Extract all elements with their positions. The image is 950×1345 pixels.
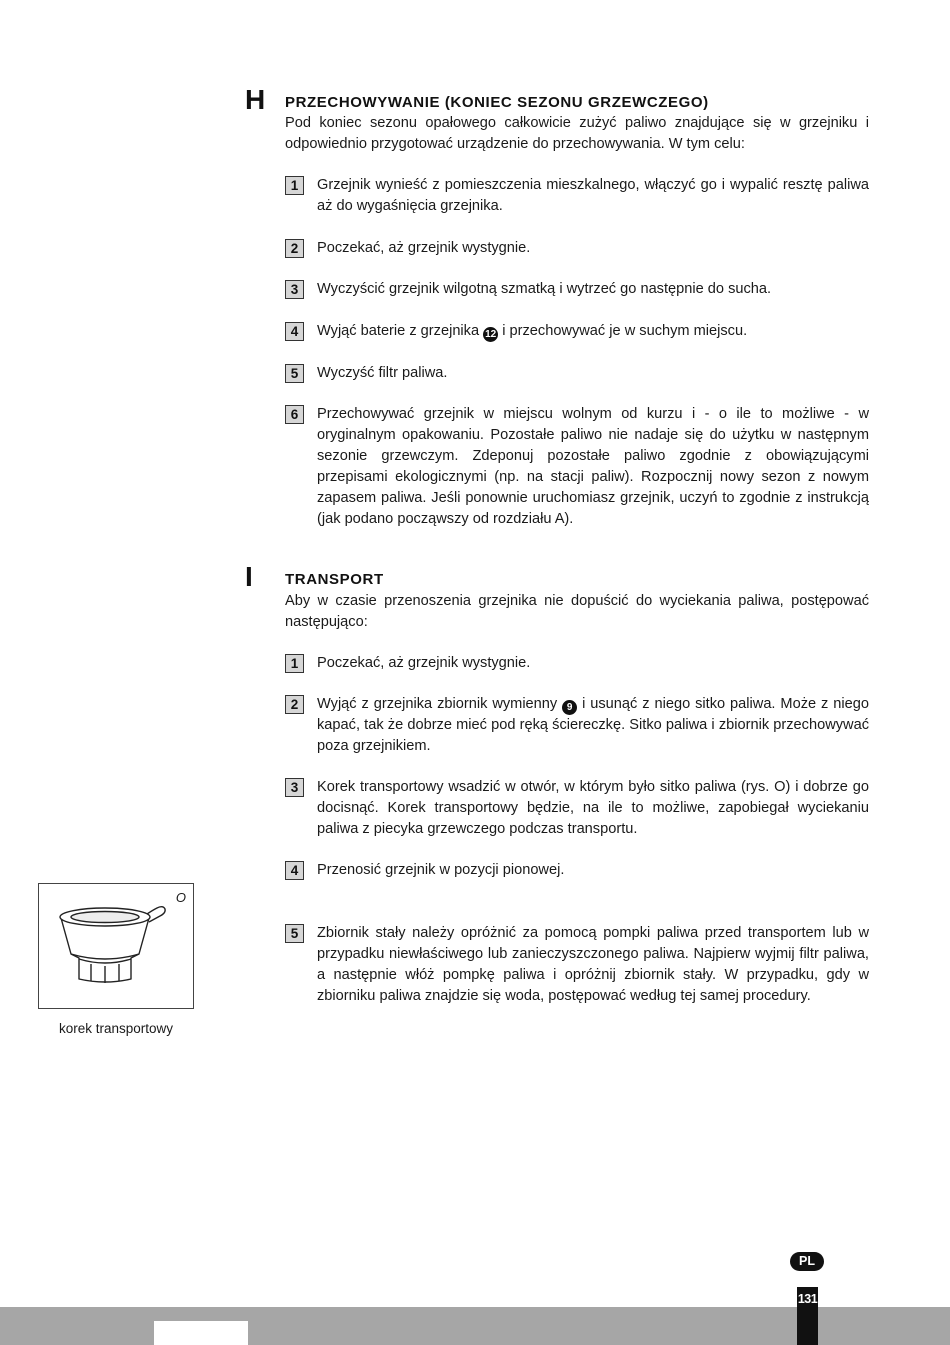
section-i-step-3: [285, 777, 869, 840]
section-h-step-3: [285, 279, 869, 300]
language-badge: PL: [790, 1252, 824, 1271]
section-i-title: TRANSPORT: [285, 571, 384, 588]
step-number: 2: [285, 239, 304, 258]
figure-o-box: [38, 883, 194, 1009]
step-number: 4: [285, 861, 304, 880]
step-text-before: Wyjąć baterie z grzejnika: [317, 323, 480, 339]
figure-caption: korek transportowy: [58, 1021, 174, 1036]
step-number: 5: [285, 924, 304, 943]
step-text: Korek transportowy wsadzić w otwór, w którym było sitko paliwa (rys. O) i dobrze go docisnąć. Korek transportowy będzie, na ile to możliwe, zapobiegał wyciekaniu paliwa z piecyka grzewczego podczas transportu.: [317, 779, 869, 837]
step-number: 5: [285, 364, 304, 383]
section-h-step-5: [285, 363, 869, 384]
step-text: [317, 694, 869, 757]
step-text: Zbiornik stały należy opróżnić za pomocą pompki paliwa przed transportem lub w przypadku niewłaściwego lub zanieczyszczonego paliwa. Najpierw wyjmij filtr paliwa, a następnie włóż pompkę paliwa i opróżnij zbiornik stały. W przypadku, gdy w zbiorniku paliwa znajdzie się woda, postępować według tej samej procedury.: [317, 925, 869, 1004]
section-h-intro: Pod koniec sezonu opałowego całkowicie zużyć paliwo znajdujące się w grzejniku i odpowiednio przygotować urządzenie do przechowywania. W tym celu:: [285, 115, 869, 152]
step-text: Przenosić grzejnik w pozycji pionowej.: [317, 862, 565, 878]
step-text-before: Wyjąć z grzejnika zbiornik wymienny: [317, 696, 558, 712]
section-h-step-1: [285, 175, 869, 217]
step-text: Przechowywać grzejnik w miejscu wolnym od kurzu i - o ile to możliwe - w oryginalnym opakowaniu. Pozostałe paliwo nie nadaje się do użytku w następnym sezonie grzewczym. Zdeponuj pozostałe paliwo zgodnie z obowiązującymi przepisami ekologicznymi (np. na stacji paliw). Rozpocznij nowy sezon z nowym zapasem paliwa. Jeśli ponownie uruchomiasz grzejnik, uczyń to zgodnie z instrukcją (jak podano począwszy od rozdziału A).: [317, 406, 869, 527]
step-number: 1: [285, 654, 304, 673]
section-h-step-2: [285, 238, 869, 259]
section-i-intro: Aby w czasie przenoszenia grzejnika nie dopuścić do wyciekania paliwa, postępować następująco:: [285, 593, 869, 630]
step-text: Poczekać, aż grzejnik wystygnie.: [317, 240, 531, 256]
section-h-step-4: [285, 321, 869, 342]
section-h-letter: H: [245, 84, 266, 115]
step-text: Wyczyścić grzejnik wilgotną szmatką i wytrzeć go następnie do sucha.: [317, 281, 772, 297]
step-text: Wyczyść filtr paliwa.: [317, 365, 448, 381]
reference-number-icon: 12: [485, 329, 497, 340]
section-i-step-2: [285, 694, 869, 757]
step-number: 3: [285, 280, 304, 299]
transport-plug-icon: [39, 884, 195, 1010]
step-text-after: i przechowywać je w suchym miejscu.: [502, 323, 748, 339]
step-number: 6: [285, 405, 304, 424]
footer-white-block: [154, 1321, 248, 1345]
step-text: Poczekać, aż grzejnik wystygnie.: [317, 655, 531, 671]
figure-label: O: [175, 890, 186, 905]
step-text: Grzejnik wynieść z pomieszczenia mieszkalnego, włączyć go i wypalić resztę paliwa aż do wygaśnięcia grzejnika.: [317, 177, 869, 214]
step-number: 2: [285, 695, 304, 714]
step-number: 1: [285, 176, 304, 195]
section-i-step-4: [285, 860, 869, 881]
section-h-step-6: [285, 404, 869, 530]
step-number: 3: [285, 778, 304, 797]
step-number: 4: [285, 322, 304, 341]
reference-number-icon: 9: [562, 700, 577, 715]
section-i-step-1: [285, 653, 869, 674]
section-h-title: PRZECHOWYWANIE (KONIEC SEZONU GRZEWCZEGO): [285, 94, 709, 111]
step-text: [317, 321, 869, 342]
page-number: 131: [797, 1292, 818, 1306]
section-i-step-5: [285, 923, 869, 1007]
step-text-after: i usunąć z niego sitko paliwa. Może z niego kapać, tak że dobrze mieć pod ręką ściereczkę. Sitko paliwa i zbiornik przechowywać poza grzejnikiem.: [317, 696, 869, 754]
section-i-letter: I: [245, 561, 253, 592]
